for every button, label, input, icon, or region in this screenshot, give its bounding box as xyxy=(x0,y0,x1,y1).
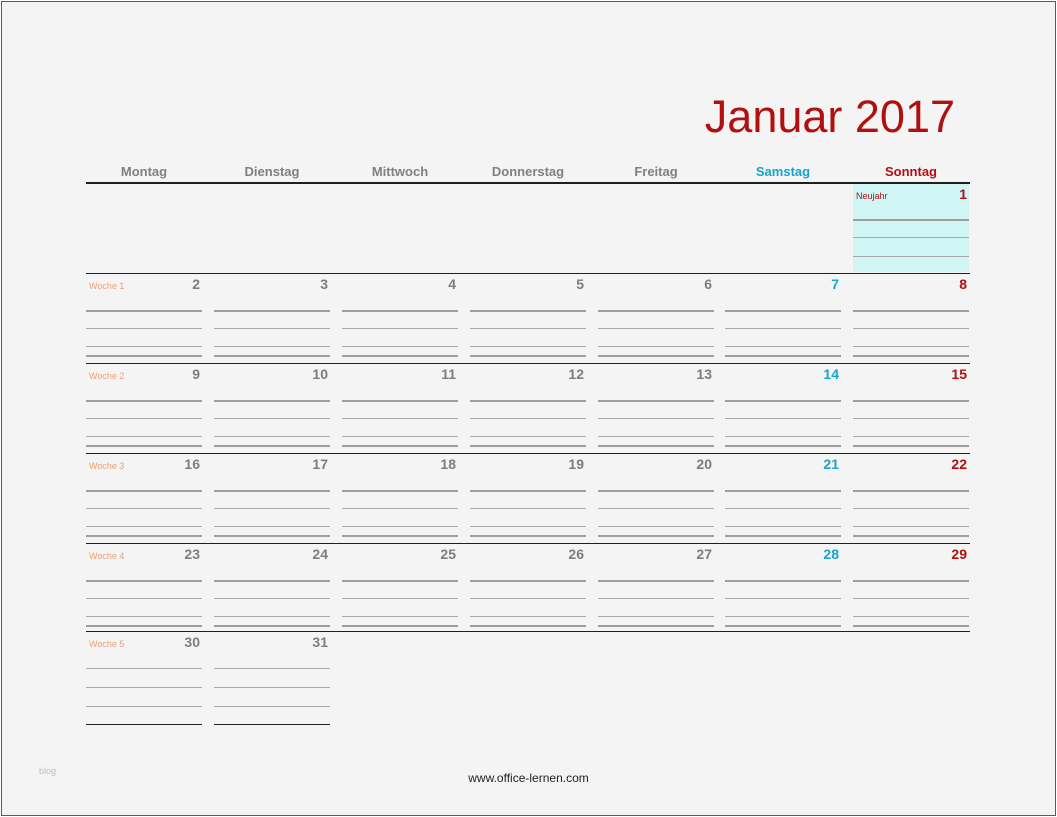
note-line xyxy=(470,355,586,357)
day-number: 3 xyxy=(320,276,328,292)
day-cell[interactable] xyxy=(86,544,202,634)
day-cell[interactable] xyxy=(725,454,841,544)
note-line xyxy=(214,706,330,707)
note-line xyxy=(725,328,841,329)
week-number-label: Woche 3 xyxy=(89,461,125,471)
note-line xyxy=(853,625,969,627)
note-line xyxy=(853,445,969,447)
note-line xyxy=(853,616,969,617)
note-line xyxy=(214,400,330,402)
day-number: 18 xyxy=(440,456,456,472)
day-number: 26 xyxy=(568,546,584,562)
note-line xyxy=(214,418,330,419)
day-number: 21 xyxy=(823,456,839,472)
day-number: 10 xyxy=(312,366,328,382)
note-line xyxy=(86,598,202,599)
note-line xyxy=(86,400,202,402)
day-cell[interactable] xyxy=(342,544,458,634)
note-line xyxy=(725,355,841,357)
week-number-label: Woche 4 xyxy=(89,551,125,561)
note-line xyxy=(853,535,969,537)
note-line xyxy=(214,616,330,617)
note-line xyxy=(725,535,841,537)
note-line xyxy=(725,346,841,347)
note-line xyxy=(342,526,458,527)
note-line xyxy=(470,526,586,527)
weekday-header: Freitag xyxy=(634,164,678,179)
note-line xyxy=(214,490,330,492)
note-line xyxy=(598,445,714,447)
note-line xyxy=(86,310,202,312)
watermark-text: blog xyxy=(39,766,57,776)
note-line xyxy=(342,346,458,347)
day-cell[interactable] xyxy=(598,274,714,364)
note-line xyxy=(853,580,969,582)
note-line xyxy=(598,355,714,357)
note-line xyxy=(725,616,841,617)
calendar-title: Januar 2017 xyxy=(704,91,955,142)
note-line xyxy=(86,724,202,725)
day-number: 16 xyxy=(184,456,200,472)
day-cell[interactable] xyxy=(470,364,586,454)
note-line xyxy=(853,436,969,437)
note-line xyxy=(342,445,458,447)
day-cell[interactable] xyxy=(598,454,714,544)
note-line xyxy=(598,328,714,329)
note-line xyxy=(725,508,841,509)
calendar-page xyxy=(1,1,1056,816)
note-line xyxy=(470,625,586,627)
note-line xyxy=(470,580,586,582)
note-line xyxy=(86,616,202,617)
note-line xyxy=(853,256,969,257)
day-cell[interactable] xyxy=(725,274,841,364)
note-line xyxy=(598,436,714,437)
day-cell[interactable] xyxy=(853,364,969,454)
note-line xyxy=(214,598,330,599)
note-line xyxy=(214,436,330,437)
note-line xyxy=(853,490,969,492)
day-cell[interactable] xyxy=(214,544,330,634)
day-number: 5 xyxy=(576,276,584,292)
day-number: 24 xyxy=(312,546,328,562)
note-line xyxy=(725,445,841,447)
holiday-label: Neujahr xyxy=(856,191,888,201)
note-line xyxy=(470,328,586,329)
note-line xyxy=(86,668,202,669)
note-line xyxy=(598,580,714,582)
note-line xyxy=(470,616,586,617)
day-cell[interactable] xyxy=(214,632,330,722)
day-number: 30 xyxy=(184,634,200,650)
note-line xyxy=(470,508,586,509)
day-cell[interactable] xyxy=(214,364,330,454)
day-cell[interactable] xyxy=(214,454,330,544)
note-line xyxy=(725,625,841,627)
note-line xyxy=(86,526,202,527)
day-cell[interactable] xyxy=(342,364,458,454)
note-line xyxy=(342,580,458,582)
note-line xyxy=(725,526,841,527)
note-line xyxy=(86,418,202,419)
note-line xyxy=(853,598,969,599)
note-line xyxy=(86,328,202,329)
note-line xyxy=(86,580,202,582)
note-line xyxy=(470,418,586,419)
weekday-header: Donnerstag xyxy=(491,164,565,179)
note-line xyxy=(214,346,330,347)
week-number-label: Woche 5 xyxy=(89,639,125,649)
day-number: 13 xyxy=(696,366,712,382)
note-line xyxy=(725,418,841,419)
note-line xyxy=(86,508,202,509)
note-line xyxy=(725,400,841,402)
note-line xyxy=(853,237,969,238)
note-line xyxy=(86,490,202,492)
day-number: 15 xyxy=(951,366,967,382)
note-line xyxy=(598,535,714,537)
note-line xyxy=(853,526,969,527)
note-line xyxy=(470,535,586,537)
note-line xyxy=(86,706,202,707)
weekday-header: Montag xyxy=(120,164,168,179)
note-line xyxy=(342,508,458,509)
day-cell[interactable] xyxy=(342,274,458,364)
week-number-label: Woche 1 xyxy=(89,281,125,291)
day-cell[interactable] xyxy=(86,274,202,364)
note-line xyxy=(725,490,841,492)
note-line xyxy=(725,598,841,599)
day-number: 25 xyxy=(440,546,456,562)
note-line xyxy=(86,355,202,357)
note-line xyxy=(214,526,330,527)
note-line xyxy=(470,400,586,402)
note-line xyxy=(853,400,969,402)
note-line xyxy=(342,400,458,402)
day-number: 1 xyxy=(959,186,967,202)
note-line xyxy=(342,616,458,617)
day-number: 14 xyxy=(823,366,839,382)
day-cell[interactable] xyxy=(853,184,969,272)
note-line xyxy=(598,526,714,527)
weekday-header: Samstag xyxy=(755,164,811,179)
note-line xyxy=(725,436,841,437)
note-line xyxy=(342,418,458,419)
note-line xyxy=(598,310,714,312)
note-line xyxy=(342,355,458,357)
note-line xyxy=(598,400,714,402)
day-number: 31 xyxy=(312,634,328,650)
note-line xyxy=(470,445,586,447)
day-number: 7 xyxy=(831,276,839,292)
note-line xyxy=(598,490,714,492)
day-number: 28 xyxy=(823,546,839,562)
day-number: 8 xyxy=(959,276,967,292)
note-line xyxy=(470,436,586,437)
day-cell[interactable] xyxy=(86,364,202,454)
day-number: 23 xyxy=(184,546,200,562)
day-number: 2 xyxy=(192,276,200,292)
note-line xyxy=(214,310,330,312)
note-line xyxy=(853,310,969,312)
day-cell[interactable] xyxy=(725,544,841,634)
day-cell[interactable] xyxy=(598,364,714,454)
note-line xyxy=(342,436,458,437)
note-line xyxy=(598,598,714,599)
day-number: 20 xyxy=(696,456,712,472)
note-line xyxy=(342,535,458,537)
day-number: 27 xyxy=(696,546,712,562)
note-line xyxy=(342,625,458,627)
note-line xyxy=(342,310,458,312)
day-cell[interactable] xyxy=(853,274,969,364)
note-line xyxy=(470,310,586,312)
day-number: 22 xyxy=(951,456,967,472)
note-line xyxy=(86,436,202,437)
note-line xyxy=(598,616,714,617)
day-number: 12 xyxy=(568,366,584,382)
note-line xyxy=(598,346,714,347)
day-number: 17 xyxy=(312,456,328,472)
note-line xyxy=(725,310,841,312)
day-cell[interactable] xyxy=(86,454,202,544)
note-line xyxy=(214,580,330,582)
day-number: 9 xyxy=(192,366,200,382)
weekday-header: Dienstag xyxy=(244,164,300,179)
note-line xyxy=(214,668,330,669)
header-divider xyxy=(86,182,970,184)
note-line xyxy=(86,625,202,627)
note-line xyxy=(214,355,330,357)
footer-url: www.office-lernen.com xyxy=(468,771,589,785)
note-line xyxy=(853,355,969,357)
day-cell[interactable] xyxy=(470,274,586,364)
day-number: 29 xyxy=(951,546,967,562)
weekday-header: Sonntag xyxy=(885,164,937,179)
note-line xyxy=(214,687,330,688)
weekday-header: Mittwoch xyxy=(371,164,429,179)
note-line xyxy=(214,625,330,627)
day-number: 4 xyxy=(448,276,456,292)
note-line xyxy=(470,490,586,492)
day-cell[interactable] xyxy=(853,454,969,544)
note-line xyxy=(470,598,586,599)
note-line xyxy=(86,535,202,537)
day-number: 19 xyxy=(568,456,584,472)
day-cell[interactable] xyxy=(86,632,202,722)
note-line xyxy=(853,508,969,509)
note-line xyxy=(342,328,458,329)
note-line xyxy=(598,625,714,627)
day-cell[interactable] xyxy=(598,544,714,634)
note-line xyxy=(214,508,330,509)
note-line xyxy=(214,535,330,537)
note-line xyxy=(598,418,714,419)
note-line xyxy=(725,580,841,582)
day-cell[interactable] xyxy=(470,454,586,544)
week-number-label: Woche 2 xyxy=(89,371,125,381)
note-line xyxy=(853,219,969,221)
note-line xyxy=(214,724,330,725)
note-line xyxy=(86,346,202,347)
day-cell[interactable] xyxy=(470,544,586,634)
note-line xyxy=(342,490,458,492)
note-line xyxy=(86,687,202,688)
note-line xyxy=(470,346,586,347)
day-cell[interactable] xyxy=(342,454,458,544)
note-line xyxy=(86,445,202,447)
note-line xyxy=(853,346,969,347)
note-line xyxy=(598,508,714,509)
note-line xyxy=(342,598,458,599)
day-number: 6 xyxy=(704,276,712,292)
note-line xyxy=(853,328,969,329)
day-cell[interactable] xyxy=(725,364,841,454)
note-line xyxy=(214,328,330,329)
note-line xyxy=(214,445,330,447)
day-cell[interactable] xyxy=(853,544,969,634)
day-number: 11 xyxy=(441,366,456,382)
day-cell[interactable] xyxy=(214,274,330,364)
note-line xyxy=(853,418,969,419)
